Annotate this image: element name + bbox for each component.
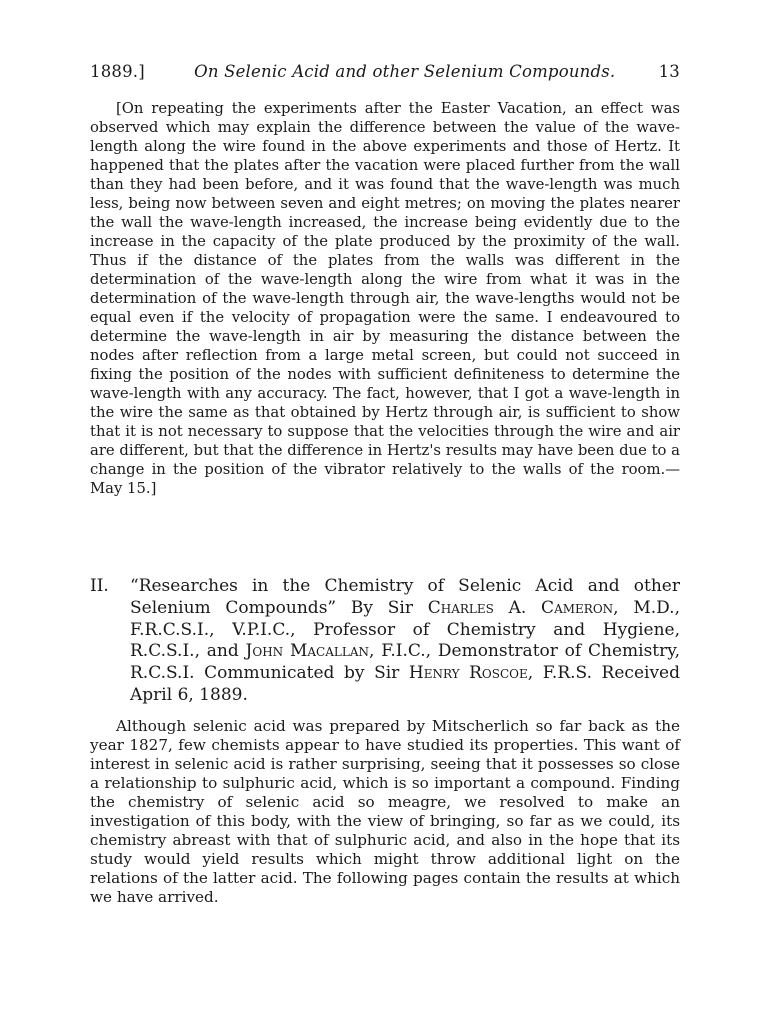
bracketed-note-paragraph: [On repeating the experiments after the Easter Vacation, an effect was observed which may explain the difference between the value of the wave-length along the wire found in the above experiments and those of Hertz. It happened that the plates after the vacation were placed further from the wall than they had been before, and it was found that the wave-length was much less, being now between seven and eight metres; on moving the plates nearer the wall the wave-length increased, the increase being evidently due to the increase in the capacity of the plate produced by the proximity of the wall. Thus if the distance of the plates from the walls was different in the determination of the wave-length along the wire from what it was in the determination of the wave-length through air, the wave-lengths would not be equal even if the velocity of propagation were the same. I endeavoured to determine the wave-length in air by measuring the distance between the nodes after reflection from a large metal screen, but could not succeed in fixing the position of the nodes with sufficient definiteness to determine the wave-length with any accuracy. The fact, however, that I got a wave-length in the wire the same as that obtained by Hertz through air, is sufficient to show that it is not necessary to suppose that the velocities through the wire and air are different, but that the difference in Hertz's results may have been due to a change in the position of the vibrator relatively to the walls of the room.—May 15.]	[90, 100, 680, 497]
section-title-part-2: , M.D., F.R.C.S.I., V.P.I.C., Professor of Chemistry and Hygiene, R.C.S.I., and	[130, 597, 680, 662]
section-gap	[90, 498, 680, 576]
section-title-part-4: , F.R.S. Received April 6, 1889.	[130, 663, 680, 705]
section-title-part-3: , F.I.C., Demonstrator of Chemistry, R.C.S.I. Communicated by Sir	[130, 641, 681, 684]
page	[90, 62, 680, 907]
body-paragraph: Although selenic acid was prepared by Mitscherlich so far back as the year 1827, few chemists appear to have studied its properties. This want of interest in selenic acid is rather surprising, seeing that it possesses so close a relationship to sulphuric acid, which is so important a compound. Finding the chemistry of selenic acid so meagre, we resolved to make an investigation of this body, with the view of bringing, so far as we could, its chemistry abreast with that of sulphuric acid, and also in the hope that its study would yield results which might throw additional light on the relations of the latter acid. The following pages contain the results at which we have arrived.	[90, 716, 680, 906]
running-head-year: 1889.]	[90, 62, 145, 81]
communicator-name: Henry Roscoe	[408, 663, 528, 684]
page-number: 13	[658, 62, 680, 81]
running-head-title: On Selenic Acid and other Selenium Compounds.	[194, 62, 616, 81]
author-name-2: John Macallan	[245, 641, 369, 662]
section-heading	[90, 576, 680, 707]
section-title-part-1: “Researches in the Chemistry of Selenic Acid and other Selenium Compounds” By Sir	[130, 576, 680, 618]
author-name-1: Charles A. Cameron	[427, 597, 614, 618]
section-number: II.	[90, 576, 109, 596]
running-head	[90, 62, 680, 81]
